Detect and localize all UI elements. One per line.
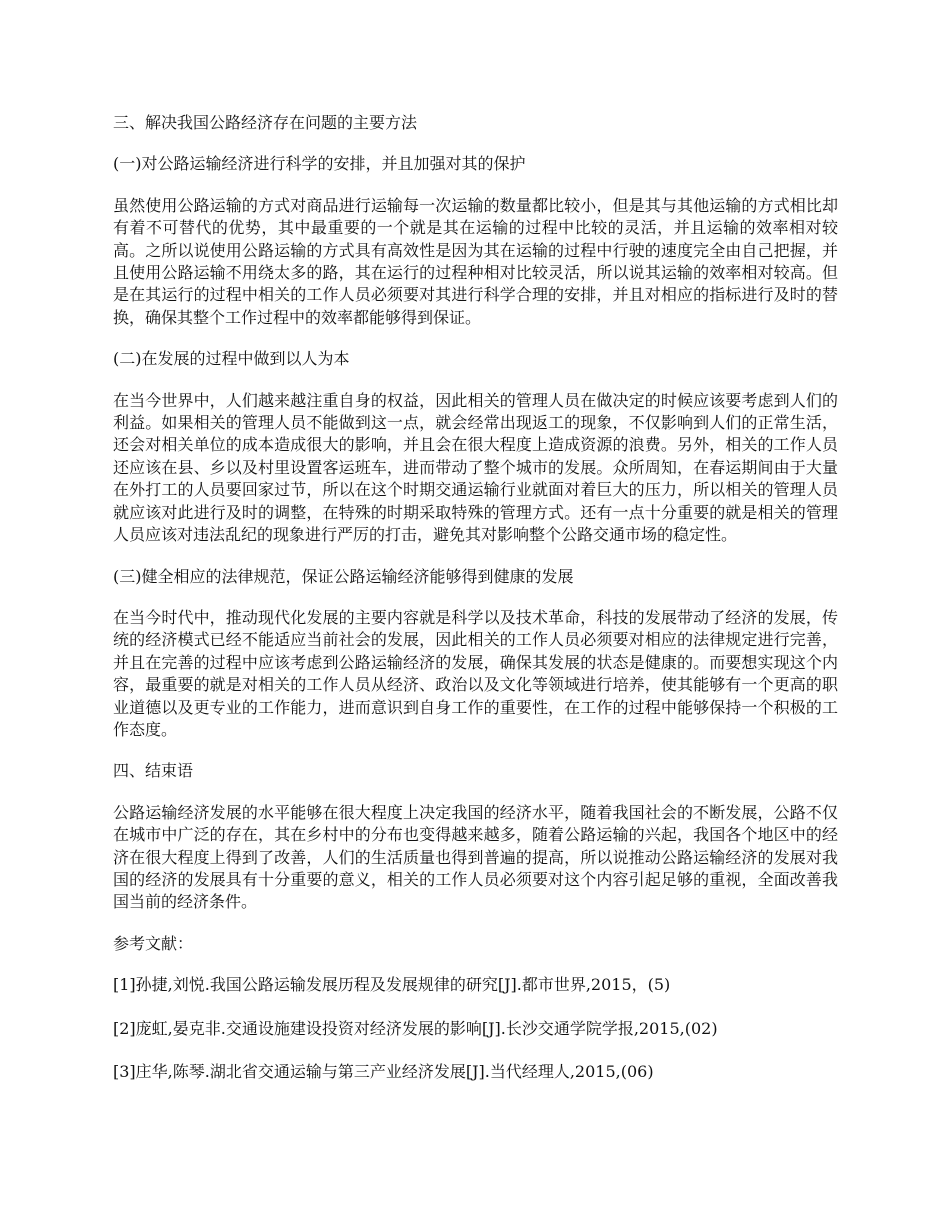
section-four-title: 四、结束语 [113, 761, 194, 781]
references-title: 参考文献： [113, 933, 194, 953]
subsection-one-body: 虽然使用公路运输的方式对商品进行运输每一次运输的数量都比较小，但是其与其他运输的方式相比却有着不可替代的优势，其中最重要的一个就是其在运输的过程中比较的灵活，并且运输的效率相对较高。之所以说使用公路运输的方式具有高效性是因为其在运输的过程中行驶的速度完全由自己把握，并且使用公路运输不用绕太多的路，其在运行的过程种相对比较灵活，所以说其运输的效率相对较高。但是在其运行的过程中相关的工作人员必须要对其进行科学合理的安排，并且对相应的指标进行及时的替换，确保其整个工作过程中的效率都能够得到保证。 [113, 195, 838, 327]
reference-item-2: [2]庞虹,晏克非.交通设施建设投资对经济发展的影响[J].长沙交通学院学报,2015,(02) [113, 1018, 718, 1038]
subsection-three-title: (三)健全相应的法律规范，保证公路运输经济能够得到健康的发展 [113, 566, 574, 586]
reference-item-3: [3]庄华,陈琴.湖北省交通运输与第三产业经济发展[J].当代经理人,2015,(06) [113, 1062, 654, 1081]
subsection-one-title: (一)对公路运输经济进行科学的安排，并且加强对其的保护 [113, 154, 526, 174]
reference-item-1: [1]孙捷,刘悦.我国公路运输发展历程及发展规律的研究[J].都市世界,2015，(5) [113, 975, 671, 995]
conclusion-body: 公路运输经济发展的水平能够在很大程度上决定我国的经济水平，随着我国社会的不断发展，公路不仅在城市中广泛的存在，其在乡村中的分布也变得越来越多，随着公路运输的兴起，我国各个地区中的经济在很大程度上得到了改善，人们的生活质量也得到普遍的提高，所以说推动公路运输经济的发展对我国的经济的发展具有十分重要的意义，相关的工作人员必须要对这个内容引起足够的重视，全面改善我国当前的经济条件。 [113, 802, 838, 912]
document-page [113, 112, 838, 1104]
subsection-two-title: (二)在发展的过程中做到以人为本 [113, 349, 350, 369]
subsection-two-body: 在当今世界中，人们越来越注重自身的权益，因此相关的管理人员在做决定的时候应该要考虑到人们的利益。如果相关的管理人员不能做到这一点，就会经常出现返工的现象，不仅影响到人们的正常生活，还会对相关单位的成本造成很大的影响，并且会在很大程度上造成资源的浪费。另外，相关的工作人员还应该在县、乡以及村里设置客运班车，进而带动了整个城市的发展。众所周知，在春运期间由于大量在外打工的人员要回家过节，所以在这个时期交通运输行业就面对着巨大的压力，所以相关的管理人员就应该对此进行及时的调整，在特殊的时期采取特殊的管理方式。还有一点十分重要的就是相关的管理人员应该对违法乱纪的现象进行严厉的打击，避免其对影响整个公路交通市场的稳定性。 [113, 390, 838, 545]
subsection-three-body: 在当今时代中，推动现代化发展的主要内容就是科学以及技术革命，科技的发展带动了经济的发展，传统的经济模式已经不能适应当前社会的发展，因此相关的工作人员必须要对相应的法律规定进行完善，并且在完善的过程中应该考虑到公路运输经济的发展，确保其发展的状态是健康的。而要想实现这个内容，最重要的就是对相关的工作人员从经济、政治以及文化等领域进行培养，使其能够有一个更高的职业道德以及更专业的工作能力，进而意识到自身工作的重要性，在工作的过程中能够保持一个积极的工作态度。 [113, 607, 838, 739]
section-three-title: 三、解决我国公路经济存在问题的主要方法 [113, 113, 418, 132]
